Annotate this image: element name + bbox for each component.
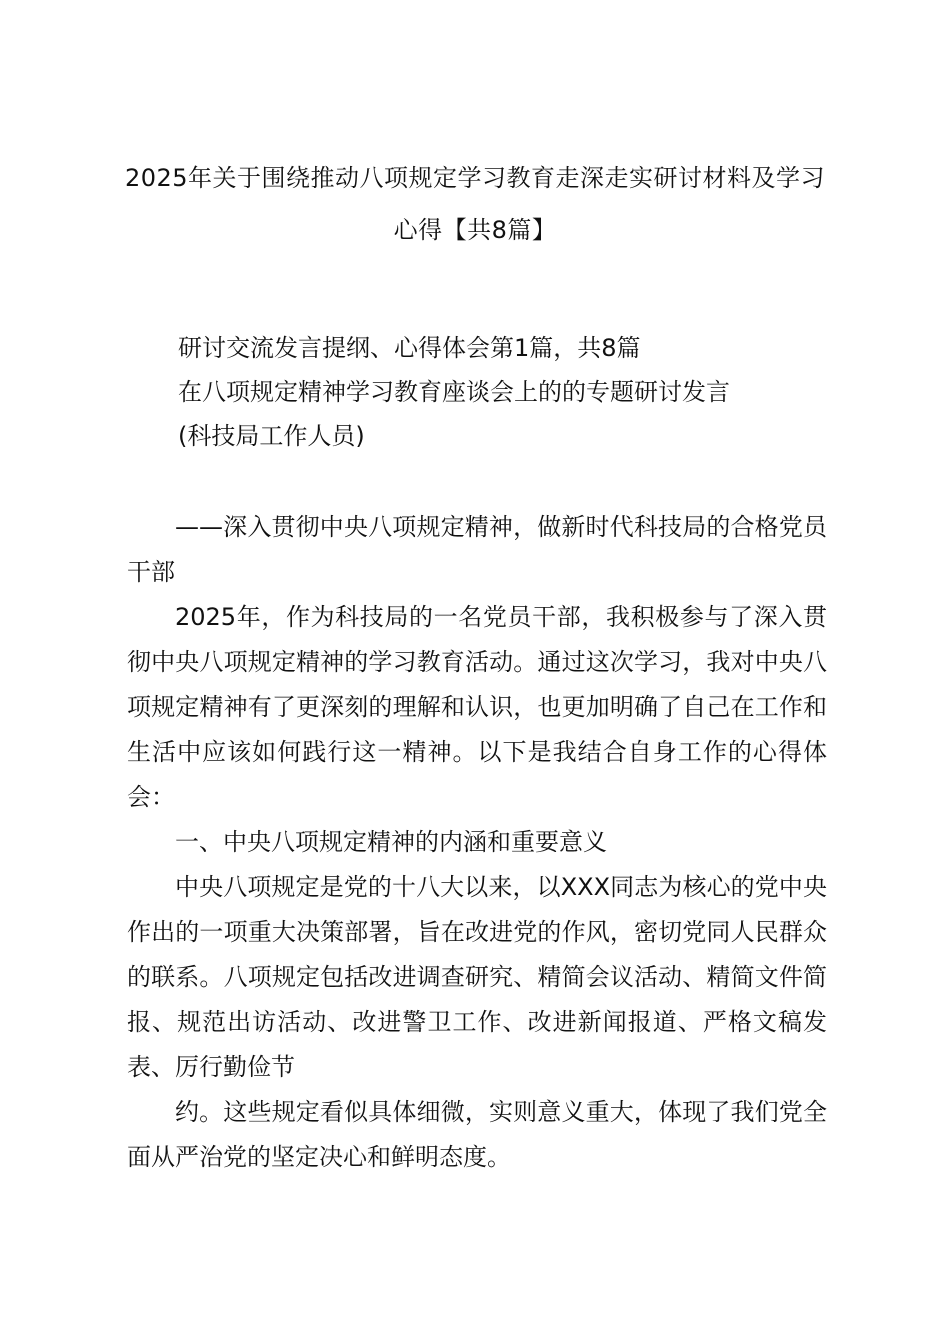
subtitle-paragraph: ——深入贯彻中央八项规定精神，做新时代科技局的合格党员干部: [127, 513, 827, 586]
body-paragraph: 约。这些规定看似具体细微，实则意义重大，体现了我们党全面从严治党的坚定决心和鲜明态度。: [127, 1098, 827, 1171]
document-title: 2025年关于围绕推动八项规定学习教育走深走实研讨材料及学习心得【共8篇】: [124, 164, 826, 244]
series-line: 研讨交流发言提纲、心得体会第1篇，共8篇: [178, 334, 641, 362]
intro-paragraph: 2025年，作为科技局的一名党员干部，我积极参与了深入贯彻中央八项规定精神的学习教育活动。通过这次学习，我对中央八项规定精神有了更深刻的理解和认识，也更加明确了自己在工作和生活中应该如何践行这一精神。以下是我结合自身工作的心得体会：: [127, 603, 827, 811]
speech-title: 在八项规定精神学习教育座谈会上的的专题研讨发言: [178, 378, 730, 406]
document-body: [127, 505, 827, 1180]
body-paragraph: 中央八项规定是党的十八大以来，以XXX同志为核心的党中央作出的一项重大决策部署，旨在改进党的作风，密切党同人民群众的联系。八项规定包括改进调查研究、精简会议活动、精简文件简报、规范出访活动、改进警卫工作、改进新闻报道、严格文稿发表、厉行勤俭节: [127, 873, 827, 1081]
section-heading: 一、中央八项规定精神的内涵和重要意义: [175, 828, 607, 856]
speaker-line: (科技局工作人员): [178, 422, 365, 450]
